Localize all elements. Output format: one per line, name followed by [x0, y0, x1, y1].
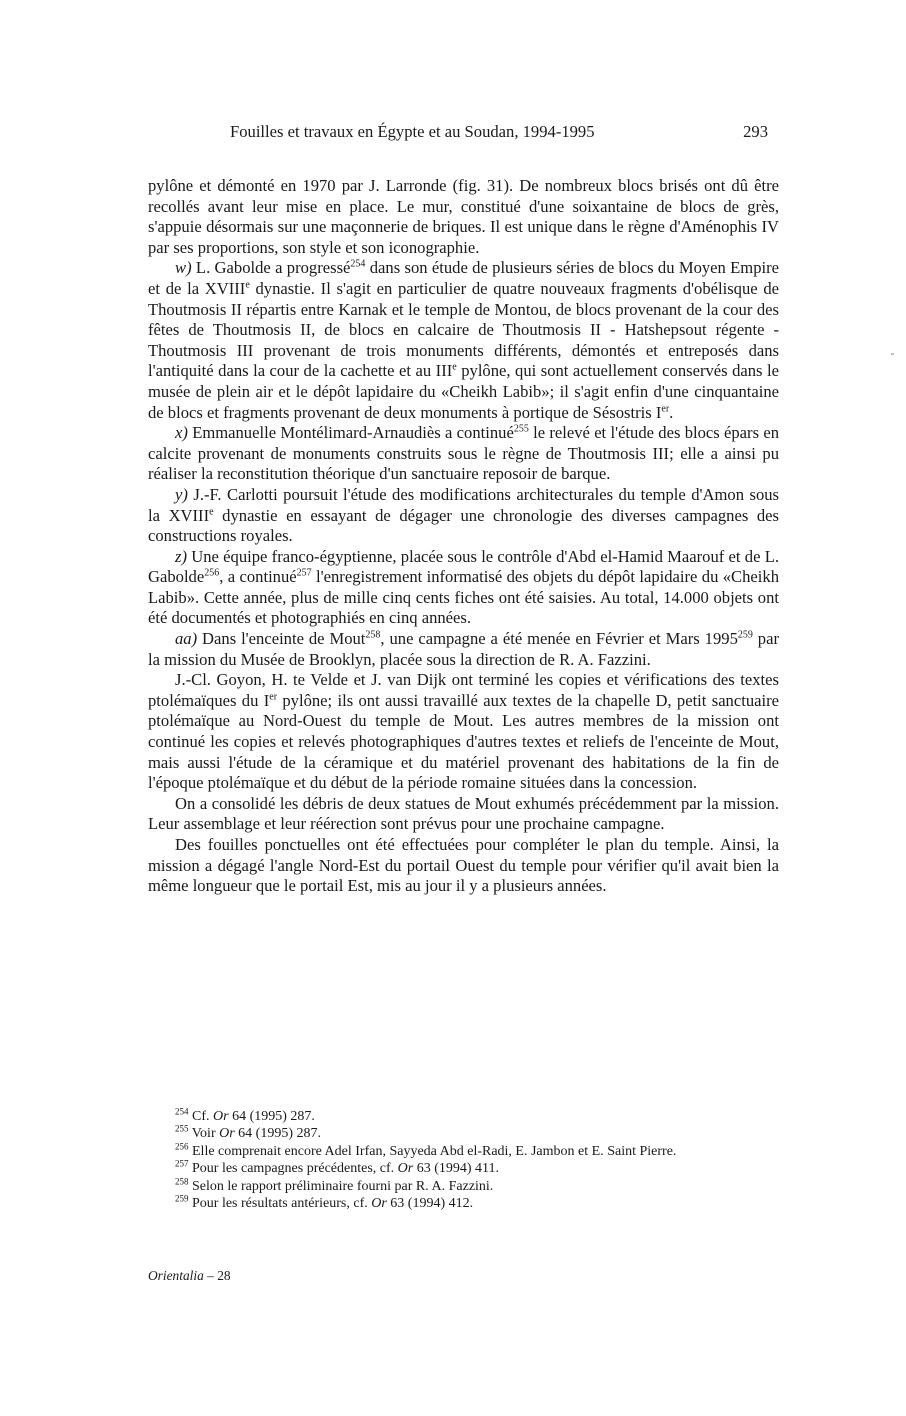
footnote-text: Pour les résultats antérieurs, cf.: [188, 1196, 372, 1212]
footnote-ref: 257: [296, 567, 312, 579]
footnote: [175, 1108, 785, 1125]
footnote-text: 63 (1994) 411.: [413, 1161, 500, 1177]
footnote-number: 255: [175, 1123, 189, 1134]
paragraph-text: dans son étude de plusieurs séries de blocs du Moyen Empire et de la XVIII: [148, 258, 780, 298]
footnote-ref: 259: [737, 629, 753, 641]
footnote: [175, 1195, 785, 1212]
paragraph-text: dynastie. Il s'agit en particulier de quatre nouveaux fragments d'obélisque de Thoutmosis II répartis entre Karnak et le temple de Montou, de blocs provenant de la cour des fêtes de Thoutmosis II, de blocs en calcaire de Thoutmosis II - Hatshepsout régente - Thoutmosis III provenant de trois monuments différents, démontés et entreposés dans l'antiquité dans la cour de la cachette et au III: [148, 278, 779, 381]
paragraph-text: dynastie en essayant de dégager une chronologie des diverses campagnes des constructions royales.: [148, 505, 780, 546]
paragraph-text: J.-Cl. Goyon, H. te Velde et J. van Dijk ont terminé les copies et vérifications des textes ptolémaïques du I: [148, 670, 779, 710]
paragraph-text: pylône; ils ont aussi travaillé aux textes de la chapelle D, petit sanctuaire ptolémaïque au Nord-Ouest du temple de Mout. Les autres membres de la mission ont continué les copies et relevés photographiques d'autres textes et reliefs de l'enceinte de Mout, mais aussi l'étude de la céramique et du matériel provenant des habitations de la fin de l'époque ptolémaïque et du début de la période romaine situées dans la concession.: [148, 690, 779, 793]
paragraph-text: l'enregistrement informatisé des objets du dépôt lapidaire du «Cheikh Labib». Cette année, plus de mille cinq cents fiches ont été saisies. Au total, 14.000 objets ont été documentés et photographiés en cinq années.: [148, 567, 779, 628]
running-title: Fouilles et travaux en Égypte et au Soudan, 1994-1995: [230, 122, 595, 141]
paragraph-text: L. Gabolde a progressé: [191, 258, 351, 278]
paragraph-aa: [148, 629, 779, 670]
page-footer: [148, 1268, 231, 1284]
paragraph-text: le relevé et l'étude des blocs épars en calcite provenant de monuments construits sous le règne de Thoutmosis III; elle a ainsi pu réaliser la reconstitution théorique d'un sanctuaire reposoir de barque.: [148, 423, 779, 484]
paragraph-text: On a consolidé les débris de deux statues de Mout exhumés précédemment par la mission. Leur assemblage et leur réérection sont prévus pour une prochaine campagne.: [148, 793, 779, 834]
superscript: er: [269, 691, 278, 703]
paragraph-text: Dans l'enceinte de Mout: [197, 629, 366, 649]
footnote-text: 64 (1995) 287.: [234, 1126, 321, 1142]
footnote-ref: 254: [350, 258, 366, 270]
footnote-ref: 256: [204, 567, 220, 579]
paragraph-pylone: [148, 176, 779, 258]
footnote-number: 256: [175, 1141, 189, 1152]
journal-name: Orientalia: [148, 1268, 204, 1283]
footnote-number: 259: [175, 1193, 189, 1204]
paragraph-text: pylône, qui sont actuellement conservés dans le musée de plein air et le dépôt lapidaire du «Cheikh Labib»; il s'agit enfin d'une cinquantaine de blocs et fragments provenant de deux monuments à portique de Sésostris I: [148, 361, 779, 422]
paragraph-statues: [148, 794, 779, 835]
paragraph-text: J.-F. Carlotti poursuit l'étude des modifications architecturales du temple d'Amon sous la XVIII: [148, 484, 779, 525]
footnote-number: 254: [175, 1106, 189, 1117]
superscript: e: [245, 279, 250, 291]
item-letter: x): [175, 423, 188, 443]
superscript: e: [452, 361, 457, 373]
item-letter: z): [175, 546, 187, 566]
paragraph-text: Une équipe franco-égyptienne, placée sous le contrôle d'Abd el-Hamid Maarouf et de L. Gabolde: [148, 546, 779, 587]
running-header: [148, 122, 778, 146]
paragraph-w: [148, 258, 779, 423]
paragraph-y: [148, 485, 779, 547]
paragraph-z: [148, 547, 779, 629]
page-number: 293: [743, 122, 768, 141]
footnote-text: 63 (1994) 412.: [386, 1196, 474, 1212]
scan-mark: [891, 353, 894, 355]
footnote-text: 64 (1995) 287.: [228, 1109, 315, 1124]
footnote-number: 257: [175, 1158, 189, 1169]
footnote-text: Elle comprenait encore Adel Irfan, Sayyeda Abd el-Radi, E. Jambon et E. Saint Pierre.: [188, 1143, 677, 1159]
paragraph-text: .: [669, 402, 674, 422]
journal-abbrev: Or: [371, 1196, 387, 1212]
footnote: [175, 1125, 785, 1142]
paragraph-text: Emmanuelle Montélimard-Arnaudiès a continué: [187, 423, 514, 443]
item-letter: y): [175, 484, 188, 504]
paragraph-text: , une campagne a été menée en Février et Mars 1995: [380, 629, 738, 649]
footnotes: [175, 1108, 785, 1212]
footnote: [175, 1160, 785, 1177]
journal-abbrev: Or: [213, 1109, 229, 1124]
paragraph-goyon: [148, 670, 779, 794]
paragraph-fouilles: [148, 835, 779, 897]
footnote-ref: 255: [513, 423, 529, 435]
footer-separator: –: [203, 1268, 218, 1283]
footnote: [175, 1175, 785, 1195]
footnote: [175, 1143, 785, 1160]
superscript: er: [661, 403, 670, 414]
paragraph-text: par la mission du Musée de Brooklyn, placée sous la direction de R. A. Fazzini.: [148, 629, 779, 669]
sheet-number: 28: [217, 1268, 231, 1283]
footnote-text: Pour les campagnes précédentes, cf.: [188, 1161, 398, 1177]
journal-abbrev: Or: [219, 1126, 235, 1142]
paragraph-text: Des fouilles ponctuelles ont été effectuées pour compléter le plan du temple. Ainsi, la mission a dégagé l'angle Nord-Est du portail Ouest du temple pour vérifier qu'il avait bien la même longueur que le portail Est, mis au jour il y a plusieurs années.: [148, 835, 779, 896]
superscript: e: [209, 505, 214, 517]
item-letter: w): [175, 258, 192, 278]
footnote-number: 258: [175, 1175, 189, 1186]
body-text: [148, 176, 779, 897]
footnote-text: Voir: [188, 1126, 220, 1142]
footnote-text: Selon le rapport préliminaire fourni par R. A. Fazzini.: [188, 1178, 494, 1194]
paragraph-x: [148, 423, 779, 485]
item-letter: aa): [175, 629, 198, 649]
paragraph-text: pylône et démonté en 1970 par J. Larronde (fig. 31). De nombreux blocs brisés ont dû être recollés avant leur mise en place. Le mur, constitué d'une soixantaine de blocs de grès, s'appuie désormais sur une maçonnerie de briques. Il est unique dans le règne d'Aménophis IV par ses proportions, son style et son iconographie.: [148, 176, 779, 257]
journal-abbrev: Or: [397, 1161, 414, 1177]
footnote-text: Cf.: [188, 1109, 213, 1124]
paragraph-text: , a continué: [219, 567, 297, 587]
footnote-ref: 258: [365, 629, 381, 641]
